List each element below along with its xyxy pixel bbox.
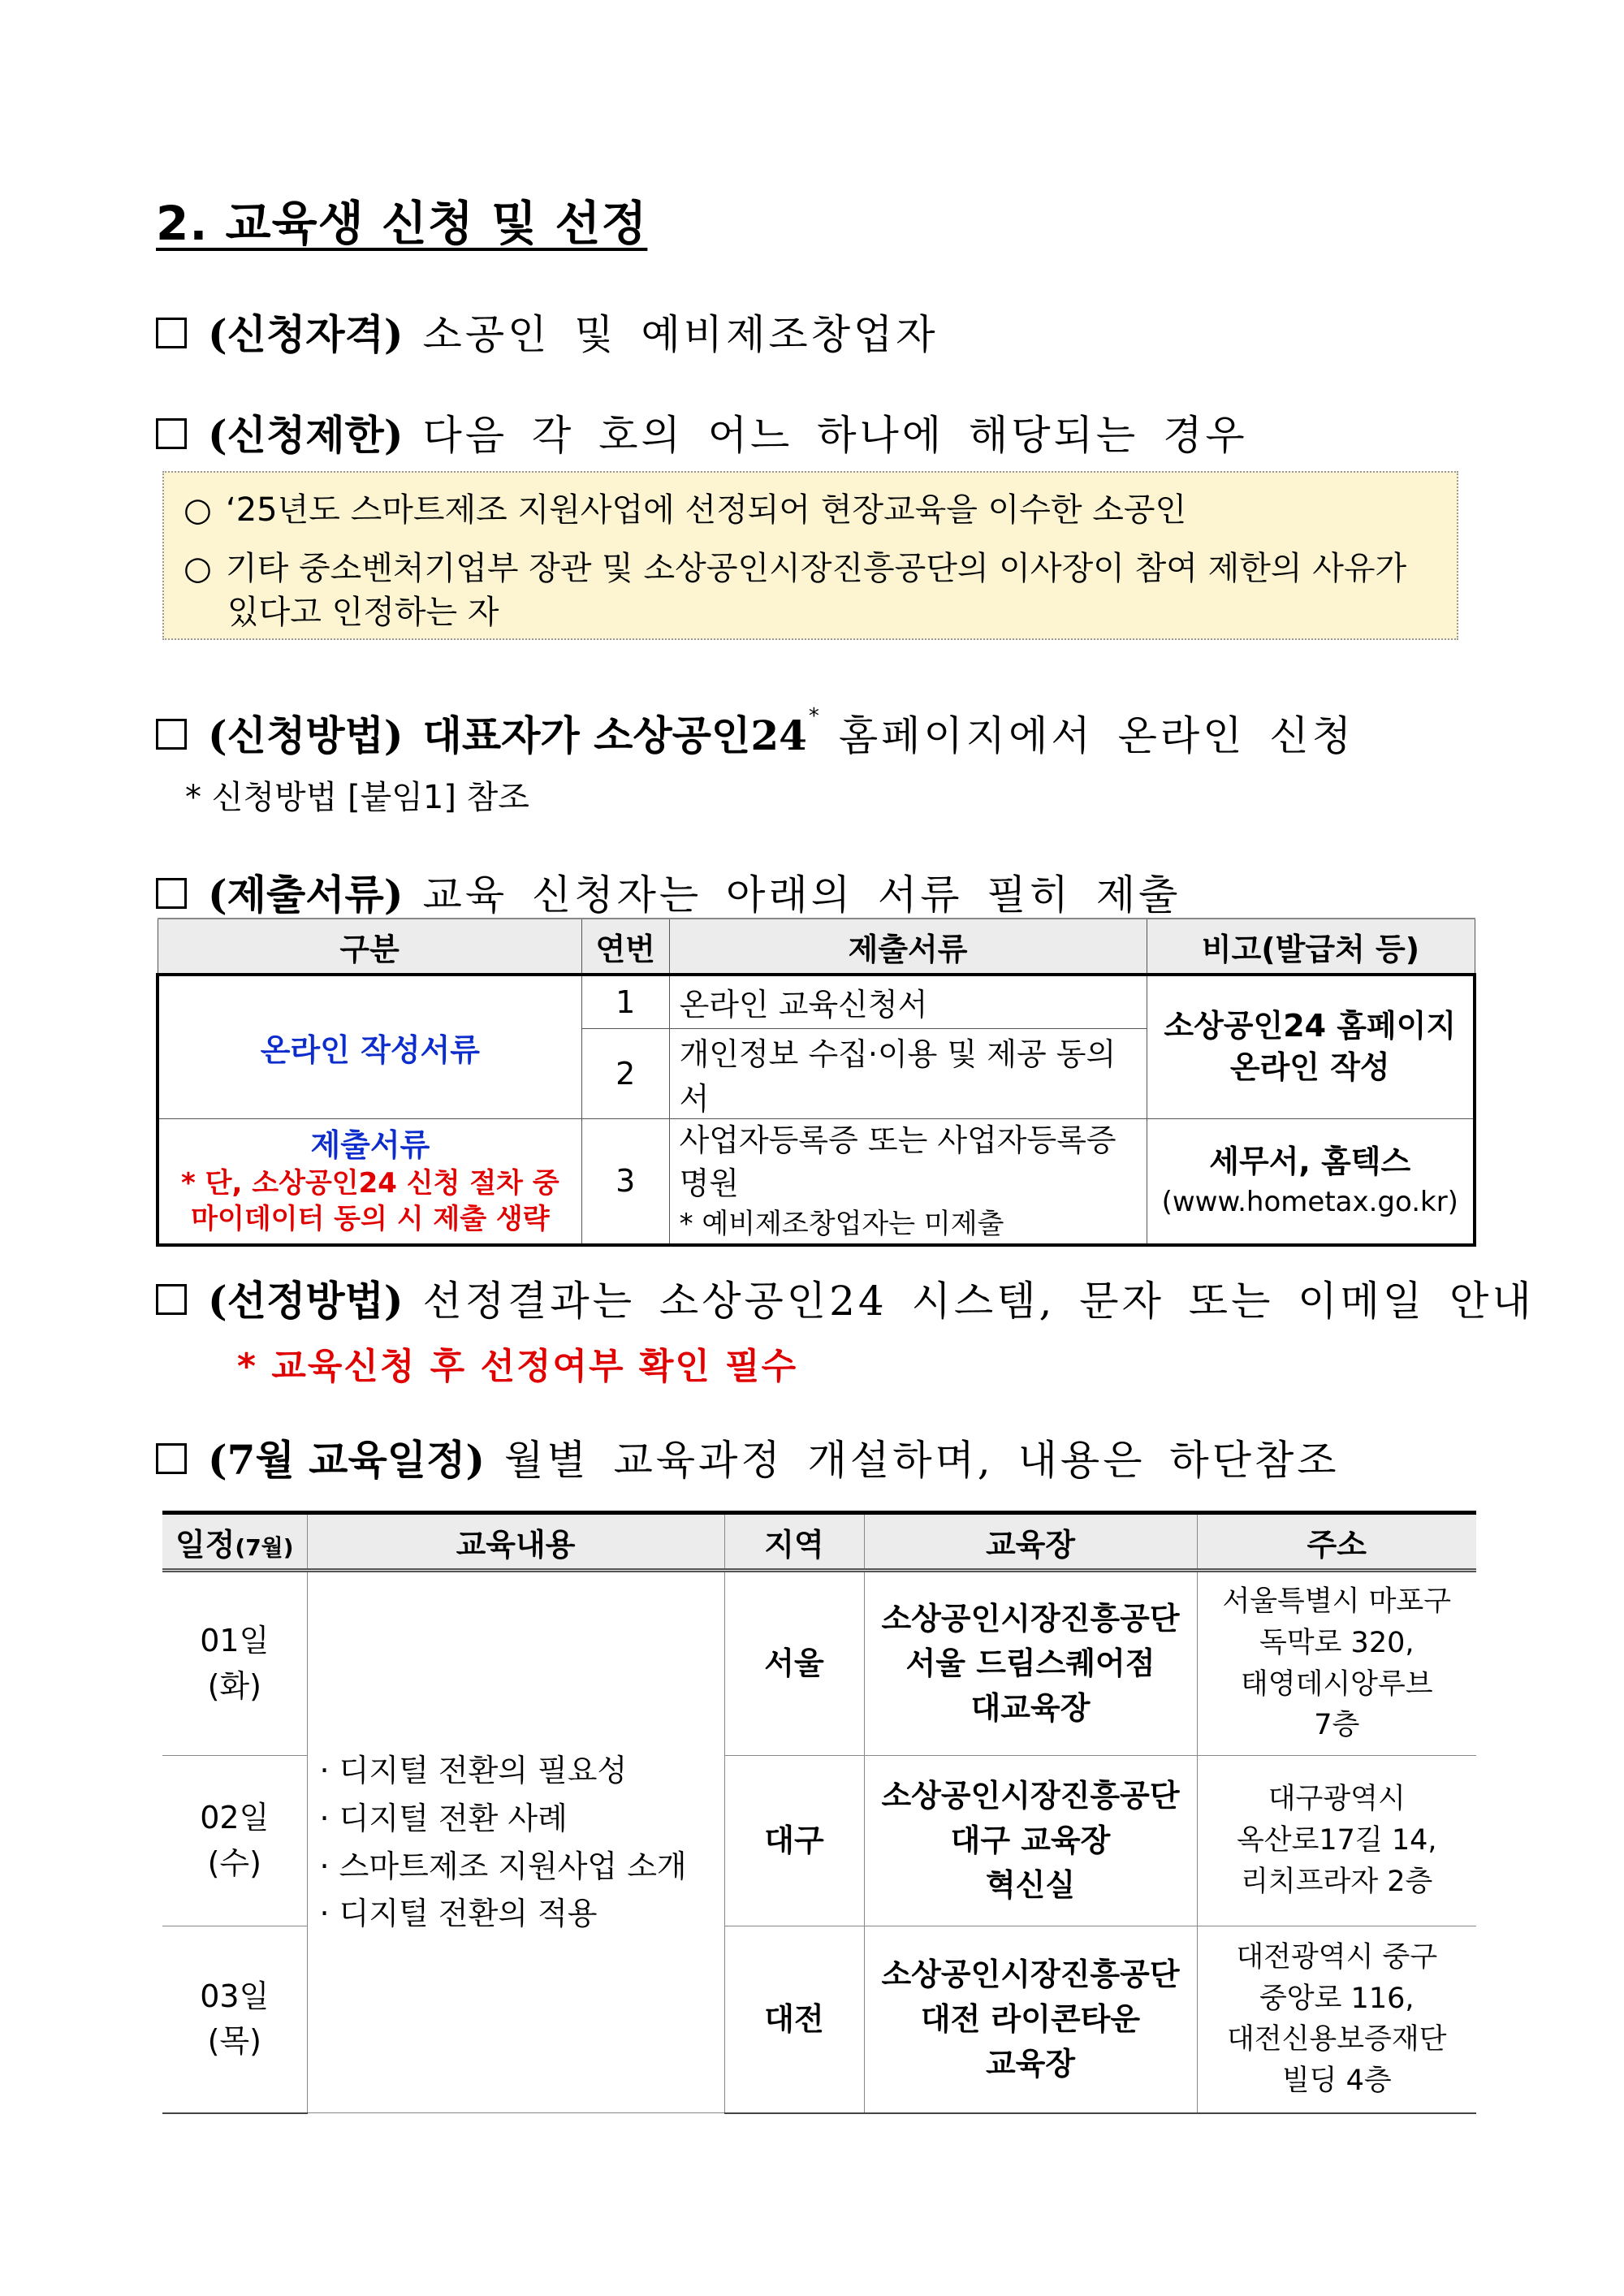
date-cell: 02일 (수) — [162, 1756, 307, 1926]
restriction-item: ○ ‘25년도 스마트제조 지원사업에 선정되어 현장교육을 이수한 소공인 — [184, 491, 1187, 529]
venue-cell: 소상공인시장진흥공단 서울 드림스퀘어점 대교육장 — [864, 1571, 1197, 1756]
restriction-notice-box — [162, 471, 1458, 640]
list-item: · 스마트제조 지원사업 소개 — [320, 1843, 723, 1891]
section-desc: 다음 각 호의 어느 하나에 해당되는 경우 — [422, 412, 1248, 459]
online-category-cell: 온라인 작성서류 — [158, 975, 581, 1118]
section-desc: 소공인 및 예비제조창업자 — [422, 311, 939, 358]
footnote-marker: * — [808, 704, 819, 729]
section-tag: (제출서류) — [208, 871, 404, 919]
region-cell: 서울 — [724, 1571, 864, 1756]
table-header: 구분 — [158, 919, 581, 975]
doc-note-cell: 세무서, 홈텍스 (www.hometax.go.kr) — [1147, 1118, 1475, 1245]
section-desc: 교육 신청자는 아래의 서류 필히 제출 — [422, 871, 1181, 919]
table-header: 비고(발급처 등) — [1147, 919, 1475, 975]
address-cell: 서울특별시 마포구 독막로 320, 태영데시앙루브 7층 — [1197, 1571, 1476, 1756]
table-header-venue: 교육장 — [864, 1513, 1197, 1571]
page-title: 2. 교육생 신청 및 선정 — [156, 196, 648, 251]
doc-name: 온라인 교육신청서 — [669, 975, 1147, 1028]
section-desc: 홈페이지에서 온라인 신청 — [838, 712, 1354, 759]
content-cell — [307, 1571, 724, 2113]
submit-category-cell: 제출서류 * 단, 소상공인24 신청 절차 중 마이데이터 동의 시 제출 생략 — [158, 1118, 581, 1245]
checkbox-square-icon — [156, 878, 187, 909]
section-tag: (선정방법) — [208, 1277, 404, 1325]
address-cell: 대전광역시 중구 중앙로 116, 대전신용보증재단 빌딩 4층 — [1197, 1926, 1476, 2113]
section-desc: 월별 교육과정 개설하며, 내용은 하단참조 — [504, 1437, 1340, 1484]
section-desc-bold: 대표자가 소상공인24 — [422, 711, 807, 759]
section-tag: (신청제한) — [208, 411, 404, 459]
table-header: 제출서류 — [669, 919, 1147, 975]
region-cell: 대구 — [724, 1756, 864, 1926]
region-cell: 대전 — [724, 1926, 864, 2113]
section-restriction — [156, 403, 1248, 461]
online-note-cell: 소상공인24 홈페이지 온라인 작성 — [1147, 975, 1475, 1118]
table-row — [158, 1118, 1475, 1245]
section-documents — [156, 863, 1181, 921]
section-schedule — [156, 1428, 1340, 1486]
venue-cell: 소상공인시장진흥공단 대구 교육장 혁신실 — [864, 1756, 1197, 1926]
checkbox-square-icon — [156, 1284, 187, 1315]
list-item: · 디지털 전환의 필요성 — [320, 1747, 723, 1795]
checkbox-square-icon — [156, 318, 187, 348]
list-item: · 디지털 전환 사례 — [320, 1795, 723, 1843]
schedule-table — [162, 1511, 1476, 2114]
doc-number: 3 — [581, 1118, 669, 1245]
circle-bullet-icon: ○ — [184, 550, 212, 587]
restriction-item-continued: 있다고 인정하는 자 — [227, 594, 499, 631]
list-item: · 디지털 전환의 적용 — [320, 1890, 723, 1938]
restriction-item: ○ 기타 중소벤처기업부 장관 및 소상공인시장진흥공단의 이사장이 참여 제한의 사유가 — [184, 550, 1407, 587]
section-tag: (신청방법) — [208, 711, 404, 759]
address-cell: 대구광역시 옥산로17길 14, 리치프라자 2층 — [1197, 1756, 1476, 1926]
table-header: 연번 — [581, 919, 669, 975]
doc-number: 2 — [581, 1028, 669, 1118]
doc-name: 개인정보 수집·이용 및 제공 동의서 — [669, 1028, 1147, 1118]
section-desc: 선정결과는 소상공인24 시스템, 문자 또는 이메일 안내 — [422, 1278, 1535, 1325]
section-tag: (7월 교육일정) — [208, 1436, 486, 1484]
doc-name: 사업자등록증 또는 사업자등록증명원 * 예비제조창업자는 미제출 — [669, 1118, 1147, 1245]
documents-table — [156, 918, 1476, 1247]
section-eligibility — [156, 302, 939, 361]
checkbox-square-icon — [156, 719, 187, 750]
content-list — [309, 1747, 723, 1939]
table-header-region: 지역 — [724, 1513, 864, 1571]
table-row — [158, 975, 1475, 1028]
checkbox-square-icon — [156, 418, 187, 449]
table-header-date: 일정(7월) — [162, 1513, 307, 1571]
date-cell: 03일 (목) — [162, 1926, 307, 2113]
section-selection — [156, 1269, 1535, 1327]
section-method — [156, 703, 1354, 762]
selection-note: * 교육신청 후 선정여부 확인 필수 — [237, 1346, 798, 1387]
table-header-address: 주소 — [1197, 1513, 1476, 1571]
section-tag: (신청자격) — [208, 310, 404, 358]
circle-bullet-icon: ○ — [184, 491, 212, 529]
date-cell: 01일 (화) — [162, 1571, 307, 1756]
doc-number: 1 — [581, 975, 669, 1028]
method-note: * 신청방법 [붙임1] 참조 — [185, 779, 529, 816]
table-header-content: 교육내용 — [307, 1513, 724, 1571]
venue-cell: 소상공인시장진흥공단 대전 라이콘타운 교육장 — [864, 1926, 1197, 2113]
table-row — [162, 1571, 1476, 1756]
table-header-row — [162, 1513, 1476, 1571]
table-header-row — [158, 919, 1475, 975]
checkbox-square-icon — [156, 1443, 187, 1474]
